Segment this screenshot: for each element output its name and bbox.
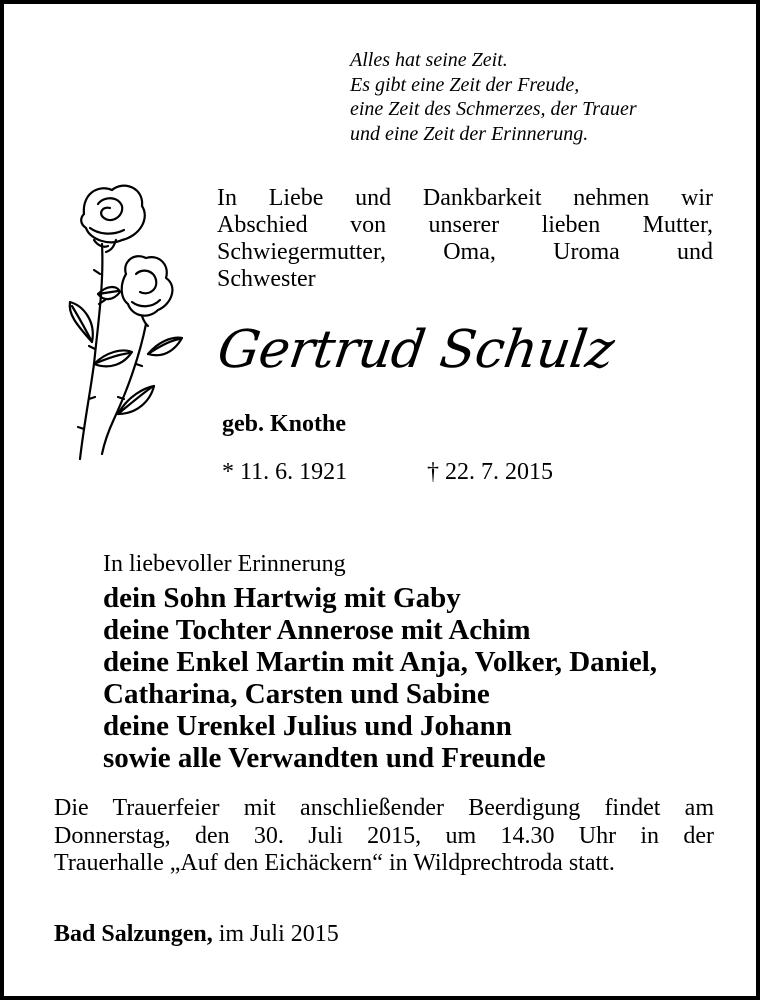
memory-label: In liebevoller Erinnerung (103, 551, 346, 577)
intro-line: Schwester (217, 266, 316, 292)
service-line: Donnerstag, den 30. Juli 2015, um 14.30 Uhr in der (54, 822, 714, 849)
rose-illustration-icon (54, 174, 204, 474)
life-dates (222, 459, 553, 486)
place-month: im Juli 2015 (212, 921, 339, 947)
intro-line: Abschied von unserer lieben Mutter, (217, 212, 713, 238)
motto-verse (350, 48, 637, 146)
family-line: deine Tochter Annerose mit Achim (103, 614, 531, 646)
family-line: deine Enkel Martin mit Anja, Volker, Daniel, (103, 646, 658, 678)
family-line: dein Sohn Hartwig mit Gaby (103, 582, 461, 614)
birth-name: geb. Knothe (222, 411, 347, 437)
family-list (103, 582, 657, 774)
motto-line: eine Zeit des Schmerzes, der Trauer (350, 98, 637, 120)
deceased-name: Gertrud Schulz (214, 320, 618, 380)
intro-line: Schwiegermutter, Oma, Uroma und (217, 239, 713, 265)
service-line: Die Trauerfeier mit anschließender Beerdigung findet am (54, 795, 714, 821)
place-date (54, 921, 339, 948)
intro-line: In Liebe und Dankbarkeit nehmen wir (217, 185, 713, 211)
family-line: Catharina, Carsten und Sabine (103, 678, 490, 710)
service-announcement (54, 795, 714, 878)
family-line: deine Urenkel Julius und Johann (103, 710, 512, 742)
death-date: † 22. 7. 2015 (427, 459, 553, 485)
service-line: Trauerhalle „Auf den Eichäckern“ in Wildprechtroda statt. (54, 850, 615, 876)
motto-line: Es gibt eine Zeit der Freude, (350, 73, 580, 96)
intro-text (217, 185, 713, 293)
place-city: Bad Salzungen, (54, 921, 213, 947)
motto-line: Alles hat seine Zeit. (350, 49, 508, 71)
family-line: sowie alle Verwandten und Freunde (103, 742, 546, 774)
birth-date: * 11. 6. 1921 (222, 459, 348, 485)
motto-line: und eine Zeit der Erinnerung. (350, 122, 589, 145)
